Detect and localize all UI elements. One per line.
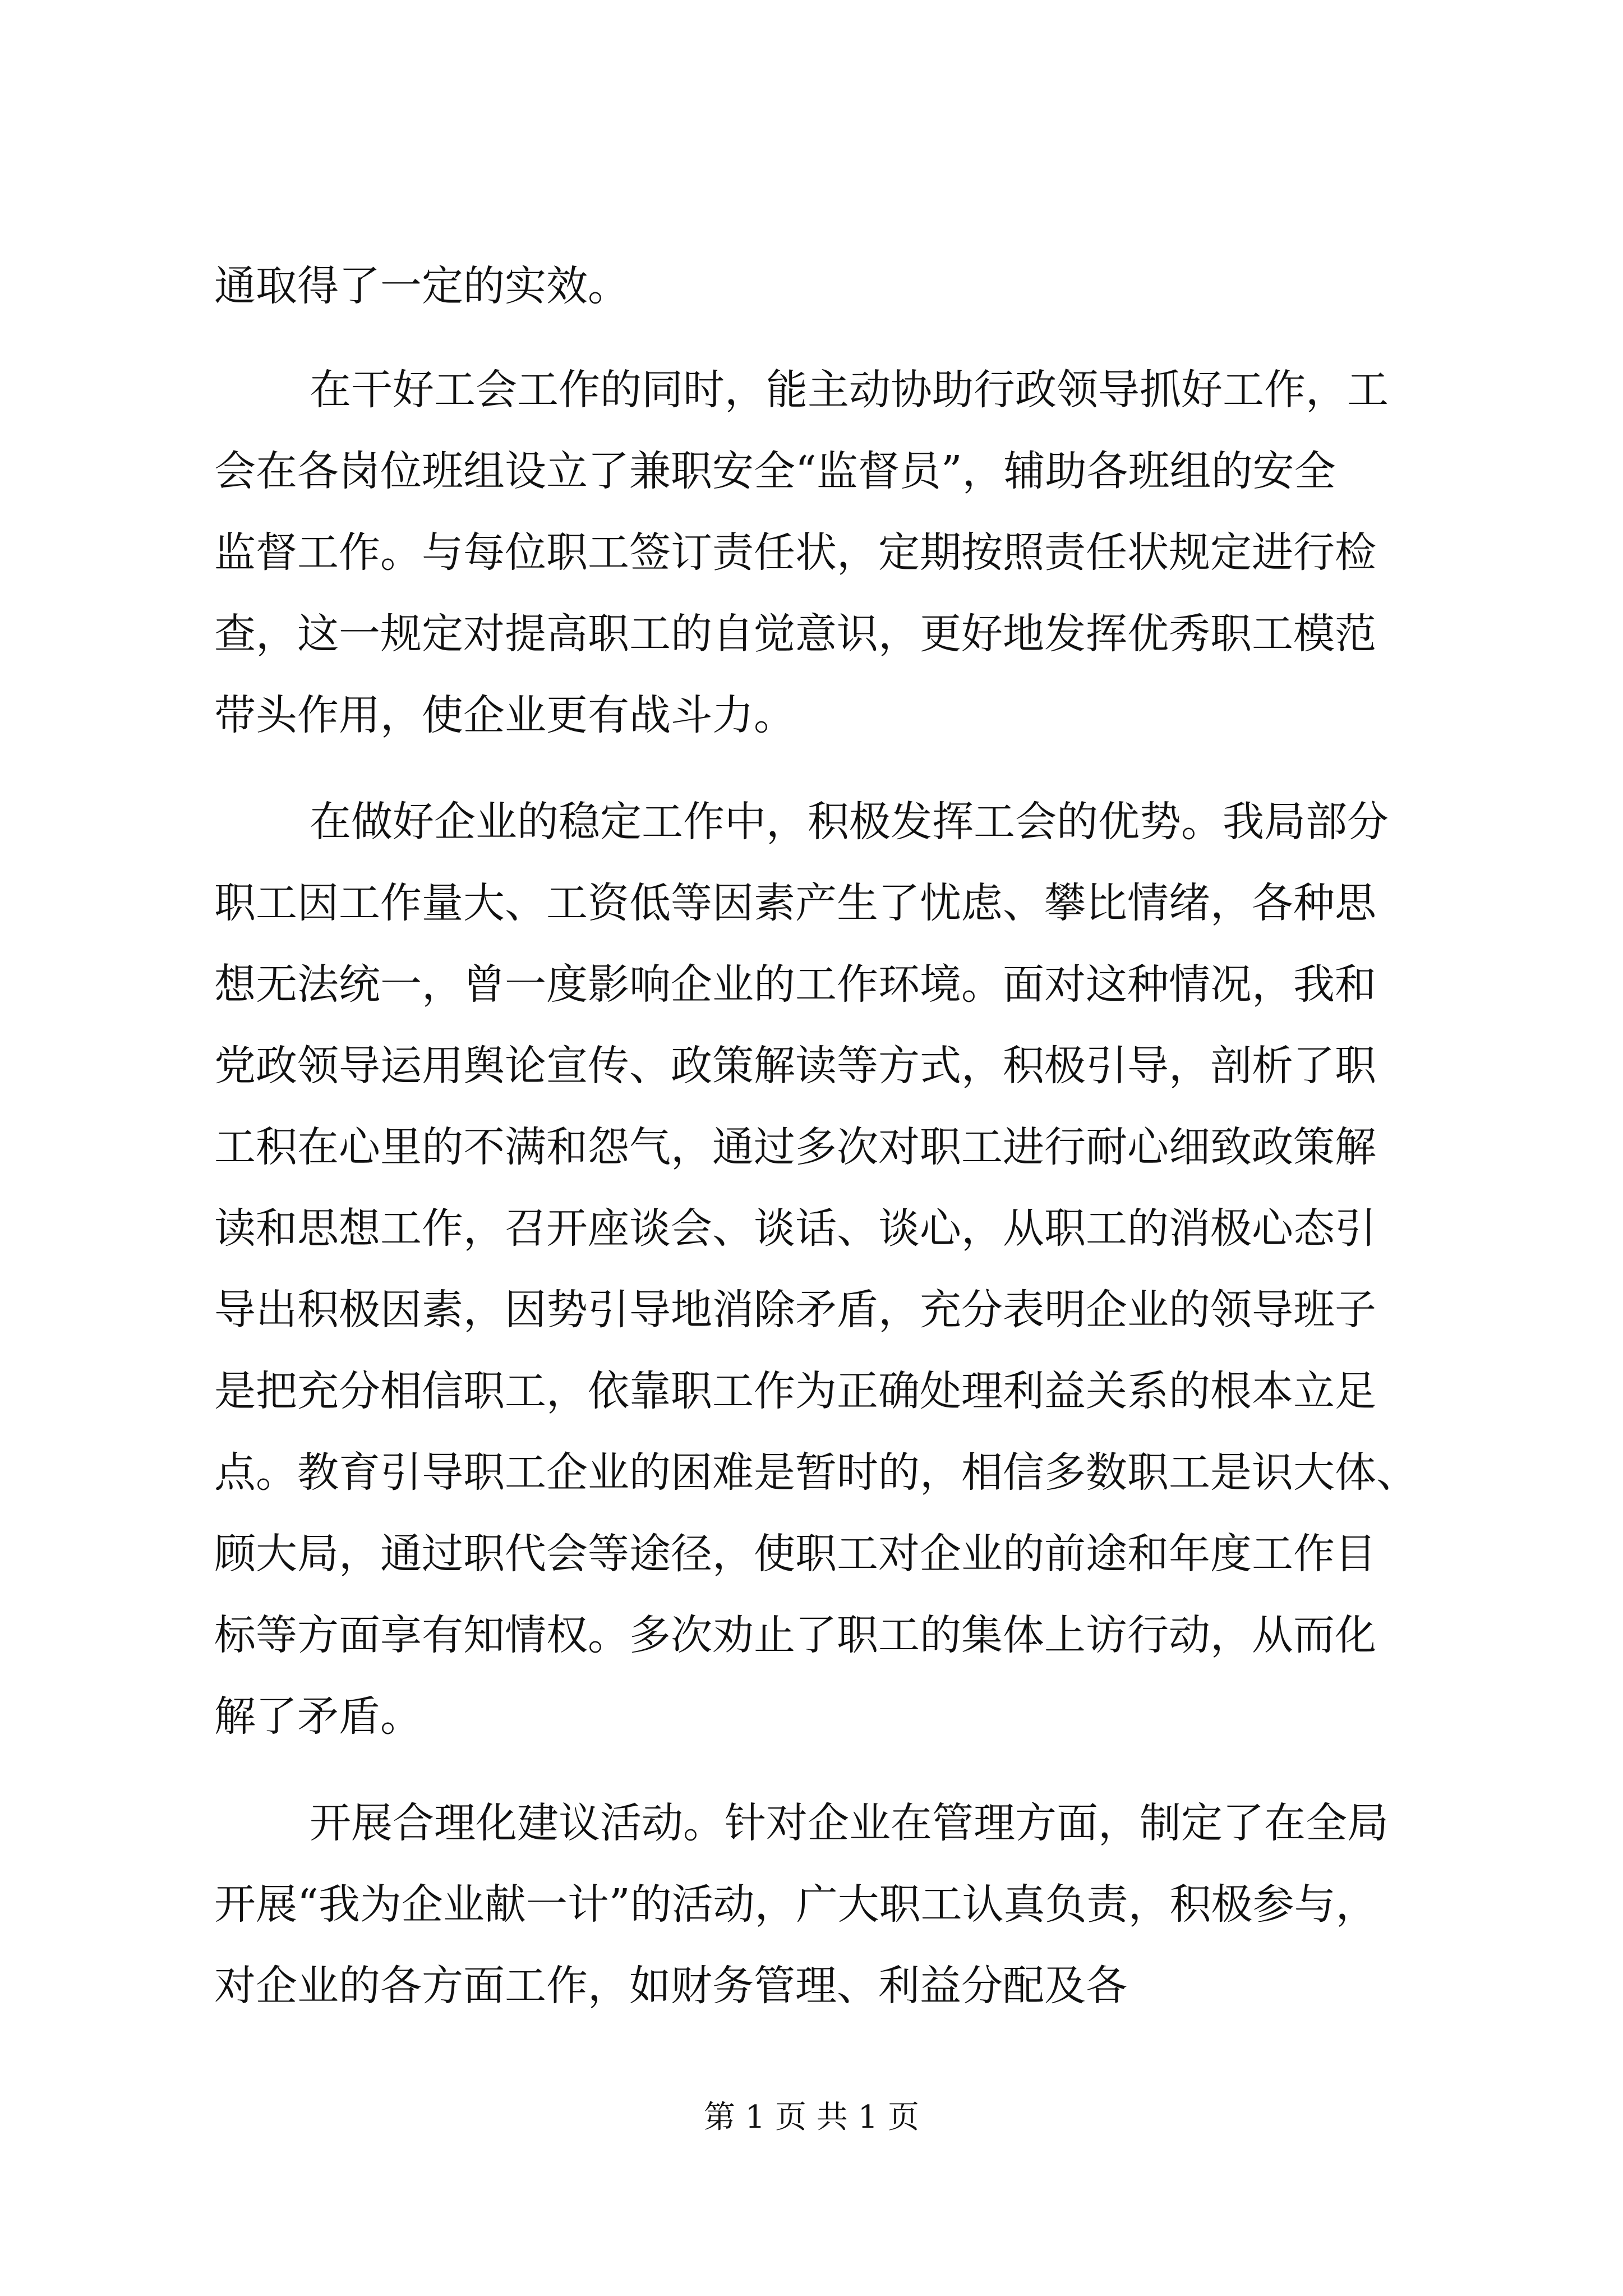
paragraph-line: 党政领导运用舆论宣传、政策解读等方式，积极引导，剖析了职: [214, 1042, 1376, 1090]
paragraph-line: 开展“我为企业献一计”的活动，广大职工认真负责，积极参与，: [214, 1880, 1377, 1929]
paragraph-line: 读和思想工作，召开座谈会、谈话、谈心，从职工的消极心态引: [214, 1204, 1376, 1253]
paragraph-line: 开展合理化建议活动。针对企业在管理方面，制定了在全局: [310, 1799, 1389, 1847]
paragraph-line: 是把充分相信职工，依靠职工作为正确处理利益关系的根本立足: [214, 1367, 1376, 1415]
paragraph-line: 会在各岗位班组设立了兼职安全“监督员”，辅助各班组的安全: [214, 447, 1336, 495]
page-footer: 第 1 页 共 1 页: [703, 2099, 920, 2136]
paragraph-line: 标等方面享有知情权。多次劝止了职工的集体上访行动，从而化: [214, 1611, 1376, 1659]
paragraph-line: 在干好工会工作的同时，能主动协助行政领导抓好工作，工: [310, 366, 1389, 414]
paragraph-line: 带头作用，使企业更有战斗力。: [214, 691, 795, 739]
paragraph-line: 导出积极因素，因势引导地消除矛盾，充分表明企业的领导班子: [214, 1286, 1376, 1334]
paragraph-line: 想无法统一，曾一度影响企业的工作环境。面对这种情况，我和: [214, 960, 1376, 1009]
paragraph-line: 在做好企业的稳定工作中，积极发挥工会的优势。我局部分: [310, 798, 1389, 846]
paragraph-line: 通取得了一定的实效。: [214, 262, 629, 310]
paragraph-line: 查，这一规定对提高职工的自觉意识，更好地发挥优秀职工模范: [214, 610, 1376, 658]
paragraph-line: 职工因工作量大、工资低等因素产生了忧虑、攀比情绪，各种思: [214, 879, 1376, 927]
paragraph-line: 点。教育引导职工企业的困难是暂时的，相信多数职工是识大体、: [214, 1448, 1418, 1497]
paragraph-line: 顾大局，通过职代会等途径，使职工对企业的前途和年度工作目: [214, 1530, 1376, 1578]
paragraph-line: 监督工作。与每位职工签订责任状，定期按照责任状规定进行检: [214, 528, 1376, 577]
paragraph-line: 工积在心里的不满和怨气，通过多次对职工进行耐心细致政策解: [214, 1123, 1376, 1171]
paragraph-line: 对企业的各方面工作，如财务管理、利益分配及各: [214, 1962, 1127, 2010]
paragraph-line: 解了矛盾。: [214, 1692, 422, 1741]
